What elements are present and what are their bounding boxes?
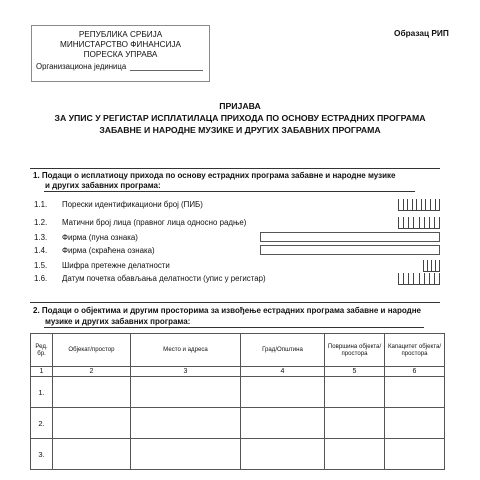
field-num-name-short: 1.4. <box>34 246 48 255</box>
field-label-start-date: Датум почетка обављања делатности (упис у регистар) <box>62 274 266 283</box>
col-header-ordinal: Ред. бр. <box>31 334 53 367</box>
activity-code-digit-boxes[interactable] <box>423 260 440 272</box>
venue-cell[interactable] <box>53 408 131 439</box>
field-num-pib: 1.1. <box>34 200 48 209</box>
field-label-activity: Шифра претежне делатности <box>62 261 170 270</box>
form-subtitle-line2: ЗАБАВНЕ И НАРОДНЕ МУЗИКЕ И ДРУГИХ ЗАБАВНИХ ПРОГРАМА <box>99 125 381 135</box>
venues-table <box>30 333 445 470</box>
header-tax-administration: ПОРЕСКА УПРАВА <box>83 50 158 59</box>
start-date-digit-boxes[interactable] <box>398 273 440 285</box>
capacity-cell[interactable] <box>385 377 445 408</box>
header-republic: РЕПУБЛИКА СРБИЈА <box>78 30 163 39</box>
col-number: 5 <box>325 367 385 377</box>
field-label-pib: Порески идентификациони број (ПИБ) <box>62 200 203 209</box>
area-cell[interactable] <box>325 377 385 408</box>
section2-divider <box>30 302 440 303</box>
field-label-name-short: Фирма (скраћена ознака) <box>62 246 155 255</box>
tax-office-header-box <box>31 25 210 82</box>
section1-heading-underline <box>44 191 415 192</box>
col-header-venue: Објекат/простор <box>53 334 131 367</box>
section1-divider <box>30 168 440 169</box>
area-cell[interactable] <box>325 408 385 439</box>
registry-number-digit-boxes[interactable] <box>398 217 440 229</box>
form-code: Образац РИП <box>394 28 449 38</box>
company-name-full-field[interactable] <box>260 232 440 242</box>
col-number: 6 <box>385 367 445 377</box>
table-row <box>31 377 445 408</box>
col-number: 2 <box>53 367 131 377</box>
municipality-cell[interactable] <box>241 439 325 470</box>
capacity-cell[interactable] <box>385 439 445 470</box>
field-label-mb: Матични број лица (правног лица односно радње) <box>62 218 247 227</box>
col-number: 4 <box>241 367 325 377</box>
row-ordinal: 3. <box>31 439 53 470</box>
municipality-cell[interactable] <box>241 377 325 408</box>
org-unit-label: Организациона јединица <box>36 62 127 71</box>
header-ministry: МИНИСТАРСТВО ФИНАНСИЈА <box>60 40 181 49</box>
section1-heading: 1. Подаци о исплатиоцу прихода по основу естрадних програма забавне и народне музике <box>33 171 396 180</box>
form-subtitle-line1: ЗА УПИС У РЕГИСТАР ИСПЛАТИЛАЦА ПРИХОДА ПО ОСНОВУ ЕСТРАДНИХ ПРОГРАМА <box>54 113 426 123</box>
address-cell[interactable] <box>131 439 241 470</box>
section2-heading-cont: музике и других забавних програма: <box>45 317 191 326</box>
pib-digit-boxes[interactable] <box>398 199 440 211</box>
area-cell[interactable] <box>325 439 385 470</box>
venue-cell[interactable] <box>53 377 131 408</box>
field-num-activity: 1.5. <box>34 261 48 270</box>
col-header-municipality: Град/Општина <box>241 334 325 367</box>
col-number: 1 <box>31 367 53 377</box>
col-header-area: Површина објекта/простора <box>325 334 385 367</box>
row-ordinal: 2. <box>31 408 53 439</box>
municipality-cell[interactable] <box>241 408 325 439</box>
field-num-start-date: 1.6. <box>34 274 48 283</box>
company-name-short-field[interactable] <box>260 245 440 255</box>
field-num-name-full: 1.3. <box>34 233 48 242</box>
section2-heading: 2. Подаци о објектима и другим просторима за извођење естрадних програма забавне и народне <box>33 306 422 315</box>
field-label-name-full: Фирма (пуна ознака) <box>62 233 138 242</box>
address-cell[interactable] <box>131 408 241 439</box>
col-header-capacity: Капацитет објекта/простора <box>385 334 445 367</box>
venue-cell[interactable] <box>53 439 131 470</box>
address-cell[interactable] <box>131 377 241 408</box>
row-ordinal: 1. <box>31 377 53 408</box>
table-row <box>31 439 445 470</box>
org-unit-field[interactable] <box>130 70 203 71</box>
table-row <box>31 408 445 439</box>
column-number-row <box>31 367 445 377</box>
section2-heading-underline <box>44 327 424 328</box>
section1-heading-cont: и других забавних програма: <box>45 181 161 190</box>
form-title: ПРИЈАВА <box>219 101 261 111</box>
field-num-mb: 1.2. <box>34 218 48 227</box>
col-header-address: Место и адреса <box>131 334 241 367</box>
col-number: 3 <box>131 367 241 377</box>
capacity-cell[interactable] <box>385 408 445 439</box>
